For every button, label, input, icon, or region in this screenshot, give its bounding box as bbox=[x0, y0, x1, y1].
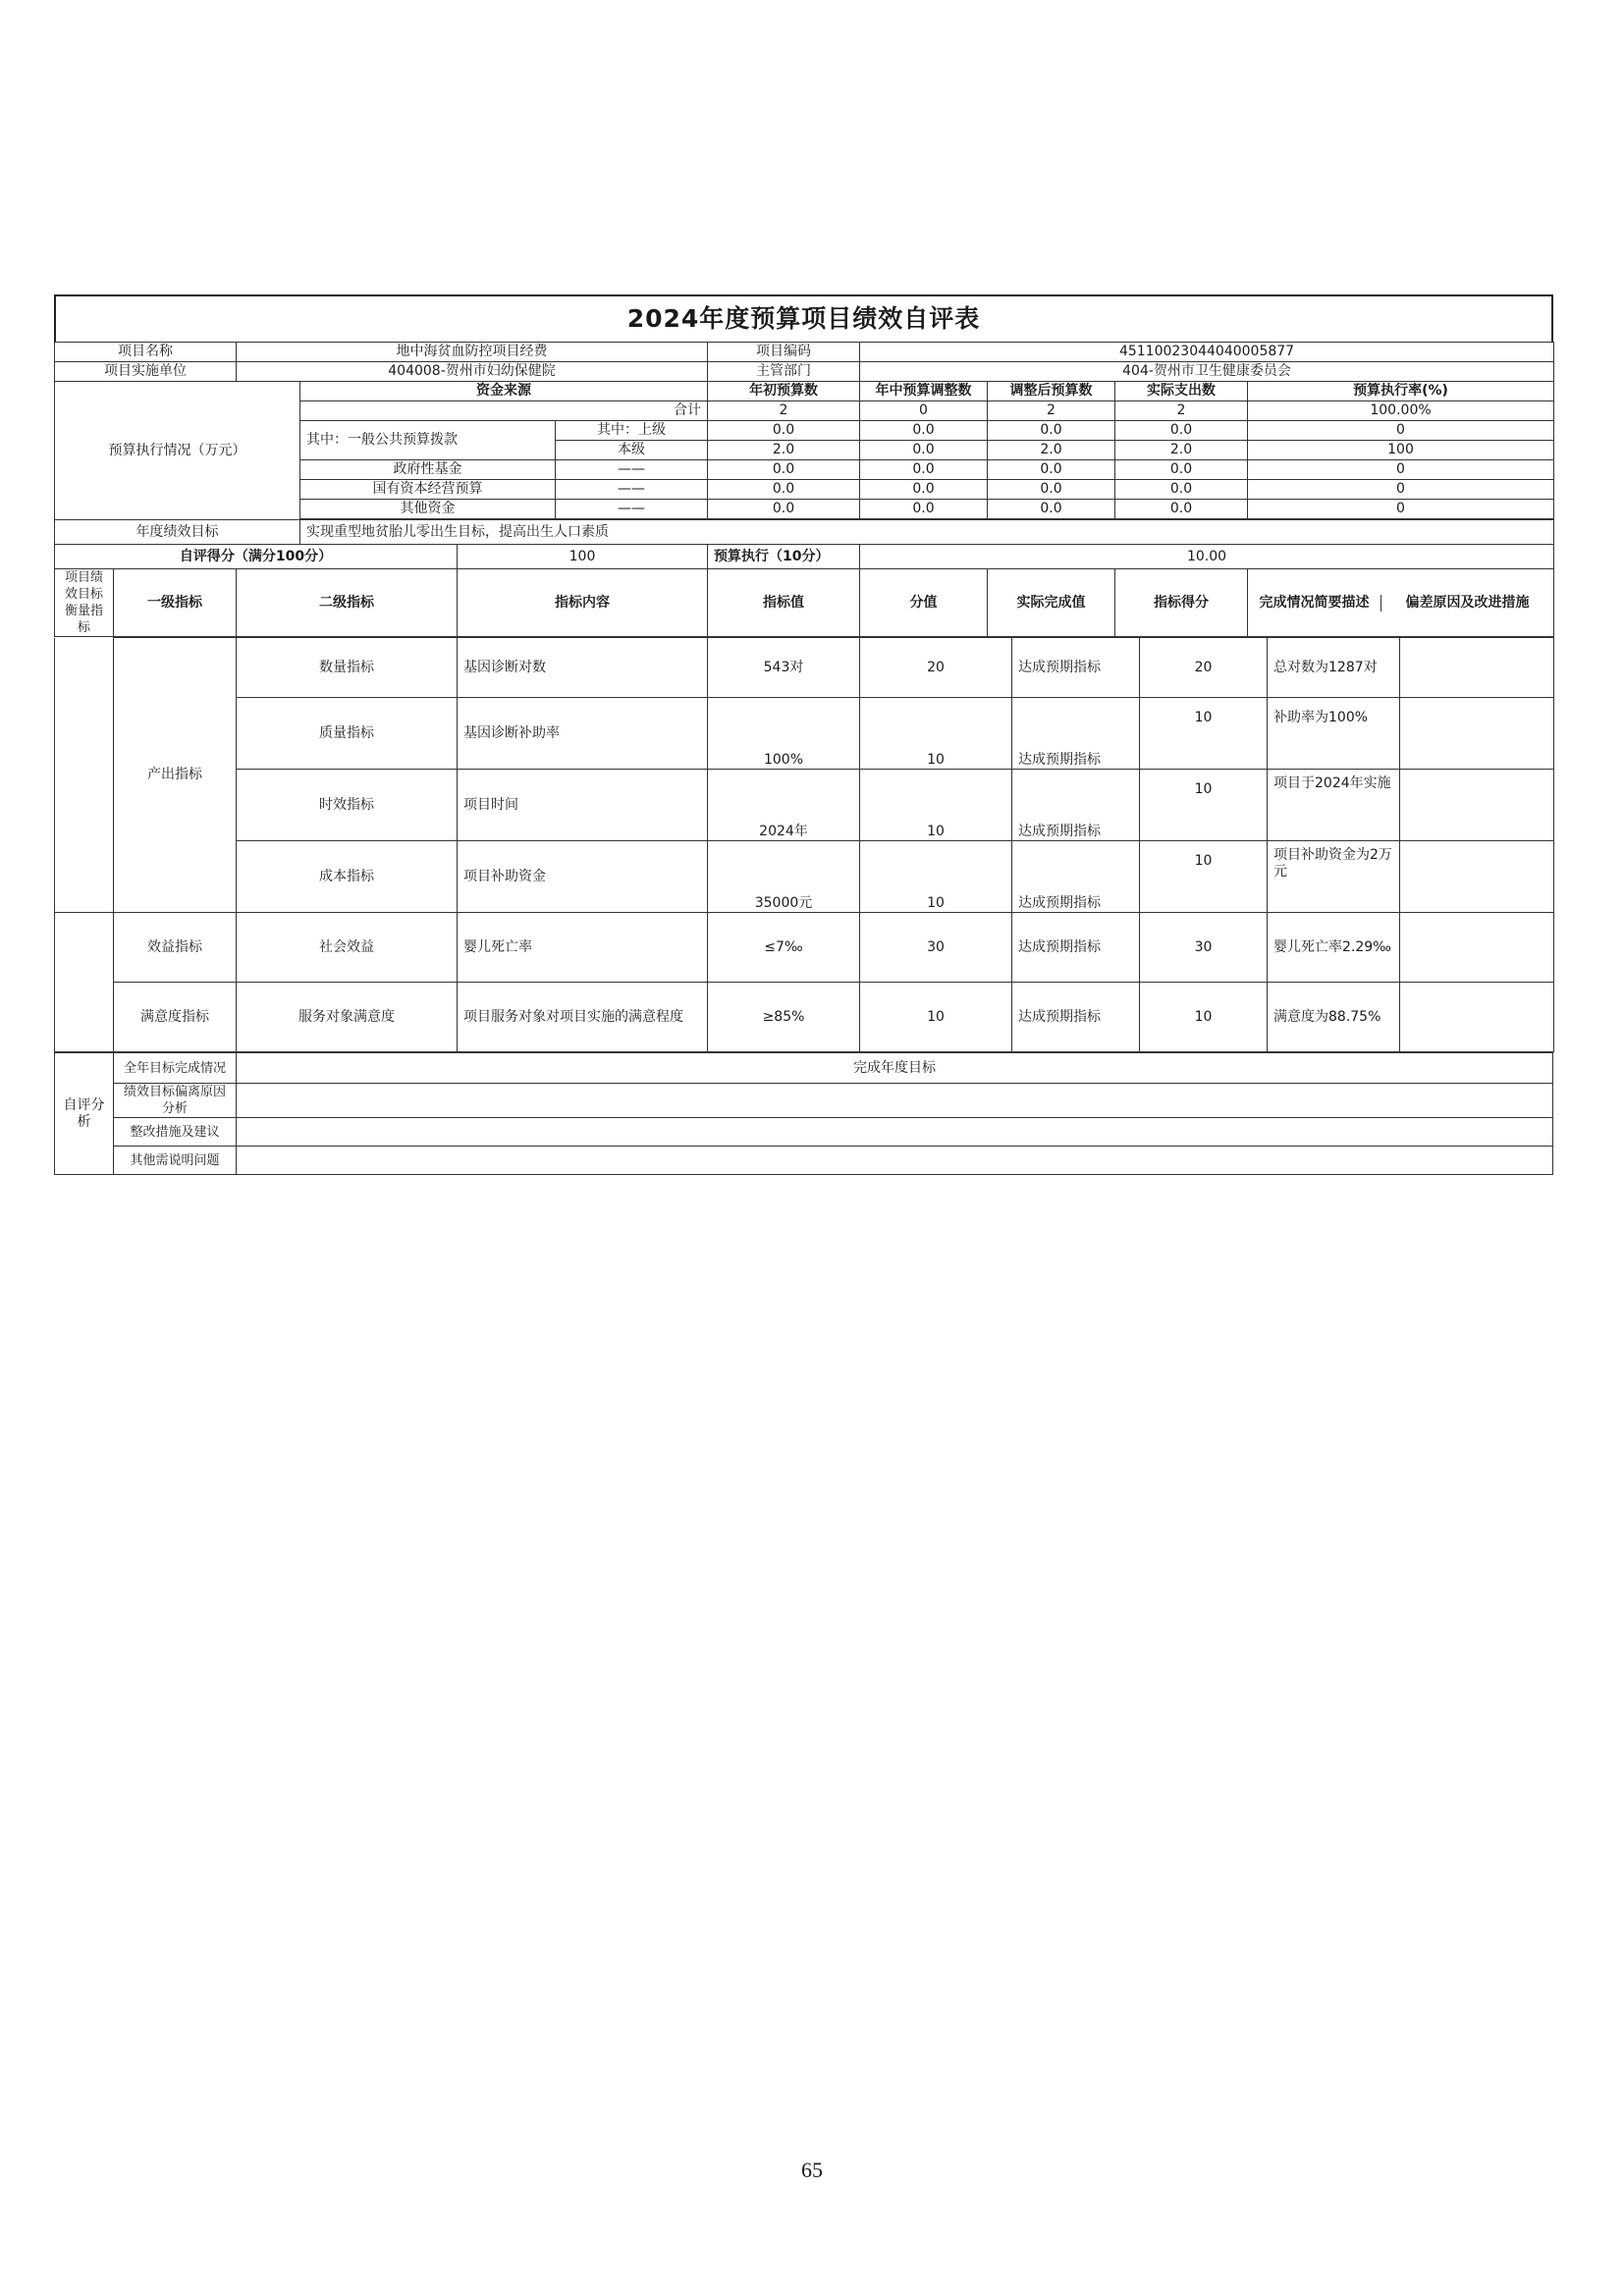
upper-adjusted: 0.0 bbox=[988, 421, 1115, 441]
fund-initial: 0.0 bbox=[708, 460, 860, 480]
indicator-section-label: 项目绩效目标衡量指标 bbox=[55, 569, 114, 637]
ind-2-got: 10 bbox=[1140, 698, 1268, 770]
col-adjust: 年中预算调整数 bbox=[860, 382, 988, 401]
ind-6-got: 10 bbox=[1140, 983, 1268, 1052]
ind-h-value: 指标值 bbox=[708, 569, 860, 637]
local-initial: 2.0 bbox=[708, 441, 860, 460]
ind-h-desc: 完成情况简要描述 bbox=[1248, 595, 1381, 612]
fund-adjusted: 0.0 bbox=[988, 460, 1115, 480]
local-actual: 2.0 bbox=[1115, 441, 1248, 460]
analysis-4-value bbox=[237, 1147, 1553, 1175]
evaluation-table bbox=[54, 342, 1554, 637]
row-other-label: 其他资金 bbox=[300, 500, 556, 519]
ind-4-content: 项目补助资金 bbox=[458, 841, 708, 913]
analysis-2-value bbox=[237, 1084, 1553, 1118]
ind-h-reason: 偏差原因及改进措施 bbox=[1405, 594, 1530, 611]
ind-3-got: 10 bbox=[1140, 770, 1268, 841]
total-actual: 2 bbox=[1115, 401, 1248, 421]
ind-2-l2: 质量指标 bbox=[237, 698, 458, 770]
ind-4-l2: 成本指标 bbox=[237, 841, 458, 913]
ind-1-got: 20 bbox=[1140, 638, 1268, 698]
ind-4-score: 10 bbox=[860, 841, 1012, 913]
upper-initial: 0.0 bbox=[708, 421, 860, 441]
analysis-1-label: 全年目标完成情况 bbox=[114, 1053, 237, 1084]
state-actual: 0.0 bbox=[1115, 480, 1248, 500]
goal-text: 实现重型地贫胎儿零出生目标，提高出生人口素质 bbox=[300, 520, 1554, 545]
ind-6-l2: 服务对象满意度 bbox=[237, 983, 458, 1052]
ind-h-content: 指标内容 bbox=[458, 569, 708, 637]
fund-dash: —— bbox=[556, 460, 708, 480]
evaluation-sheet bbox=[54, 294, 1553, 1175]
ind-6-desc: 满意度为88.75% bbox=[1268, 983, 1400, 1052]
other-adjust: 0.0 bbox=[860, 500, 988, 519]
ind-6-value: ≥85% bbox=[708, 983, 860, 1052]
row-local-label: 本级 bbox=[556, 441, 708, 460]
ind-4-value: 35000元 bbox=[708, 841, 860, 913]
upper-adjust: 0.0 bbox=[860, 421, 988, 441]
col-initial: 年初预算数 bbox=[708, 382, 860, 401]
ind-5-l2: 社会效益 bbox=[237, 913, 458, 983]
ind-1-reason bbox=[1400, 638, 1554, 698]
ind-4-actual: 达成预期指标 bbox=[1012, 841, 1140, 913]
total-adjusted: 2 bbox=[988, 401, 1115, 421]
row-fund-label: 政府性基金 bbox=[300, 460, 556, 480]
fund-adjust: 0.0 bbox=[860, 460, 988, 480]
state-adjust: 0.0 bbox=[860, 480, 988, 500]
ind-1-l2: 数量指标 bbox=[237, 638, 458, 698]
other-actual: 0.0 bbox=[1115, 500, 1248, 519]
ind-1-value: 543对 bbox=[708, 638, 860, 698]
project-code: 45110023044040005877 bbox=[860, 343, 1554, 362]
ind-5-got: 30 bbox=[1140, 913, 1268, 983]
local-rate: 100 bbox=[1248, 441, 1554, 460]
ind-3-desc: 项目于2024年实施 bbox=[1268, 770, 1400, 841]
ind-section-spacer bbox=[55, 638, 114, 913]
analysis-3-value bbox=[237, 1118, 1553, 1147]
ind-3-value: 2024年 bbox=[708, 770, 860, 841]
total-rate: 100.00% bbox=[1248, 401, 1554, 421]
project-code-label: 项目编码 bbox=[708, 343, 860, 362]
analysis-table bbox=[54, 1052, 1553, 1175]
ind-h-desc-reason bbox=[1248, 569, 1554, 637]
analysis-3-label: 整改措施及建议 bbox=[114, 1118, 237, 1147]
ind-5-score: 30 bbox=[860, 913, 1012, 983]
budget-exec-label: 预算执行（10分） bbox=[708, 545, 860, 569]
other-dash: —— bbox=[556, 500, 708, 519]
state-rate: 0 bbox=[1248, 480, 1554, 500]
ind-h-score: 分值 bbox=[860, 569, 988, 637]
goal-label: 年度绩效目标 bbox=[55, 520, 300, 545]
upper-rate: 0 bbox=[1248, 421, 1554, 441]
dept-label: 主管部门 bbox=[708, 362, 860, 382]
analysis-section-label: 自评分析 bbox=[55, 1053, 114, 1175]
ind-1-desc: 总对数为1287对 bbox=[1268, 638, 1400, 698]
page-number: 65 bbox=[801, 2158, 823, 2182]
impl-unit: 404008-贺州市妇幼保健院 bbox=[237, 362, 708, 382]
sheet-title: 2024年度预算项目绩效自评表 bbox=[54, 294, 1553, 342]
ind-2-actual: 达成预期指标 bbox=[1012, 698, 1140, 770]
ind-5-reason bbox=[1400, 913, 1554, 983]
ind-h-l1: 一级指标 bbox=[114, 569, 237, 637]
ind-h-l2: 二级指标 bbox=[237, 569, 458, 637]
budget-exec-value: 10.00 bbox=[860, 545, 1554, 569]
fund-rate: 0 bbox=[1248, 460, 1554, 480]
project-name: 地中海贫血防控项目经费 bbox=[237, 343, 708, 362]
upper-actual: 0.0 bbox=[1115, 421, 1248, 441]
ind-h-actual: 实际完成值 bbox=[988, 569, 1115, 637]
ind-1-content: 基因诊断对数 bbox=[458, 638, 708, 698]
ind-1-actual: 达成预期指标 bbox=[1012, 638, 1140, 698]
ind-6-score: 10 bbox=[860, 983, 1012, 1052]
ind-3-actual: 达成预期指标 bbox=[1012, 770, 1140, 841]
ind-5-content: 婴儿死亡率 bbox=[458, 913, 708, 983]
ind-2-reason bbox=[1400, 698, 1554, 770]
state-dash: —— bbox=[556, 480, 708, 500]
col-adjusted: 调整后预算数 bbox=[988, 382, 1115, 401]
ind-2-score: 10 bbox=[860, 698, 1012, 770]
ind-3-reason bbox=[1400, 770, 1554, 841]
ind-4-desc: 项目补助资金为2万元 bbox=[1268, 841, 1400, 913]
total-adjust: 0 bbox=[860, 401, 988, 421]
local-adjusted: 2.0 bbox=[988, 441, 1115, 460]
indicator-table bbox=[54, 637, 1554, 1052]
ind-3-score: 10 bbox=[860, 770, 1012, 841]
state-initial: 0.0 bbox=[708, 480, 860, 500]
ind-5-value: ≤7‰ bbox=[708, 913, 860, 983]
ind-h-got: 指标得分 bbox=[1115, 569, 1248, 637]
ind-6-actual: 达成预期指标 bbox=[1012, 983, 1140, 1052]
ind-3-content: 项目时间 bbox=[458, 770, 708, 841]
total-initial: 2 bbox=[708, 401, 860, 421]
self-score-value: 100 bbox=[458, 545, 708, 569]
general-budget-label: 其中：一般公共预算拨款 bbox=[300, 421, 556, 460]
analysis-1-value: 完成年度目标 bbox=[237, 1053, 1553, 1084]
output-label: 产出指标 bbox=[114, 638, 237, 913]
ind-3-l2: 时效指标 bbox=[237, 770, 458, 841]
analysis-2-label: 绩效目标偏离原因分析 bbox=[114, 1084, 237, 1118]
ind-6-content: 项目服务对象对项目实施的满意程度 bbox=[458, 983, 708, 1052]
ind-4-got: 10 bbox=[1140, 841, 1268, 913]
fund-actual: 0.0 bbox=[1115, 460, 1248, 480]
ind-2-desc: 补助率为100% bbox=[1268, 698, 1400, 770]
col-source: 资金来源 bbox=[300, 382, 708, 401]
other-initial: 0.0 bbox=[708, 500, 860, 519]
ind-section-spacer-2 bbox=[55, 913, 114, 983]
other-rate: 0 bbox=[1248, 500, 1554, 519]
ind-6-reason bbox=[1400, 983, 1554, 1052]
ind-5-desc: 婴儿死亡率2.29‰ bbox=[1268, 913, 1400, 983]
ind-4-reason bbox=[1400, 841, 1554, 913]
analysis-4-label: 其他需说明问题 bbox=[114, 1147, 237, 1175]
row-state-label: 国有资本经营预算 bbox=[300, 480, 556, 500]
row-upper-label: 其中：上级 bbox=[556, 421, 708, 441]
ind-2-content: 基因诊断补助率 bbox=[458, 698, 708, 770]
ind-1-score: 20 bbox=[860, 638, 1012, 698]
ind-section-spacer-3 bbox=[55, 983, 114, 1052]
col-actual: 实际支出数 bbox=[1115, 382, 1248, 401]
ind-5-actual: 达成预期指标 bbox=[1012, 913, 1140, 983]
col-rate: 预算执行率(%) bbox=[1248, 382, 1554, 401]
row-total-label: 合计 bbox=[300, 401, 708, 421]
local-adjust: 0.0 bbox=[860, 441, 988, 460]
dept: 404-贺州市卫生健康委员会 bbox=[860, 362, 1554, 382]
project-name-label: 项目名称 bbox=[55, 343, 237, 362]
satisfaction-label: 满意度指标 bbox=[114, 983, 237, 1052]
ind-2-value: 100% bbox=[708, 698, 860, 770]
other-adjusted: 0.0 bbox=[988, 500, 1115, 519]
self-score-label: 自评得分（满分100分） bbox=[55, 545, 458, 569]
state-adjusted: 0.0 bbox=[988, 480, 1115, 500]
impl-unit-label: 项目实施单位 bbox=[55, 362, 237, 382]
budget-section-label: 预算执行情况（万元） bbox=[55, 382, 300, 520]
benefit-label: 效益指标 bbox=[114, 913, 237, 983]
